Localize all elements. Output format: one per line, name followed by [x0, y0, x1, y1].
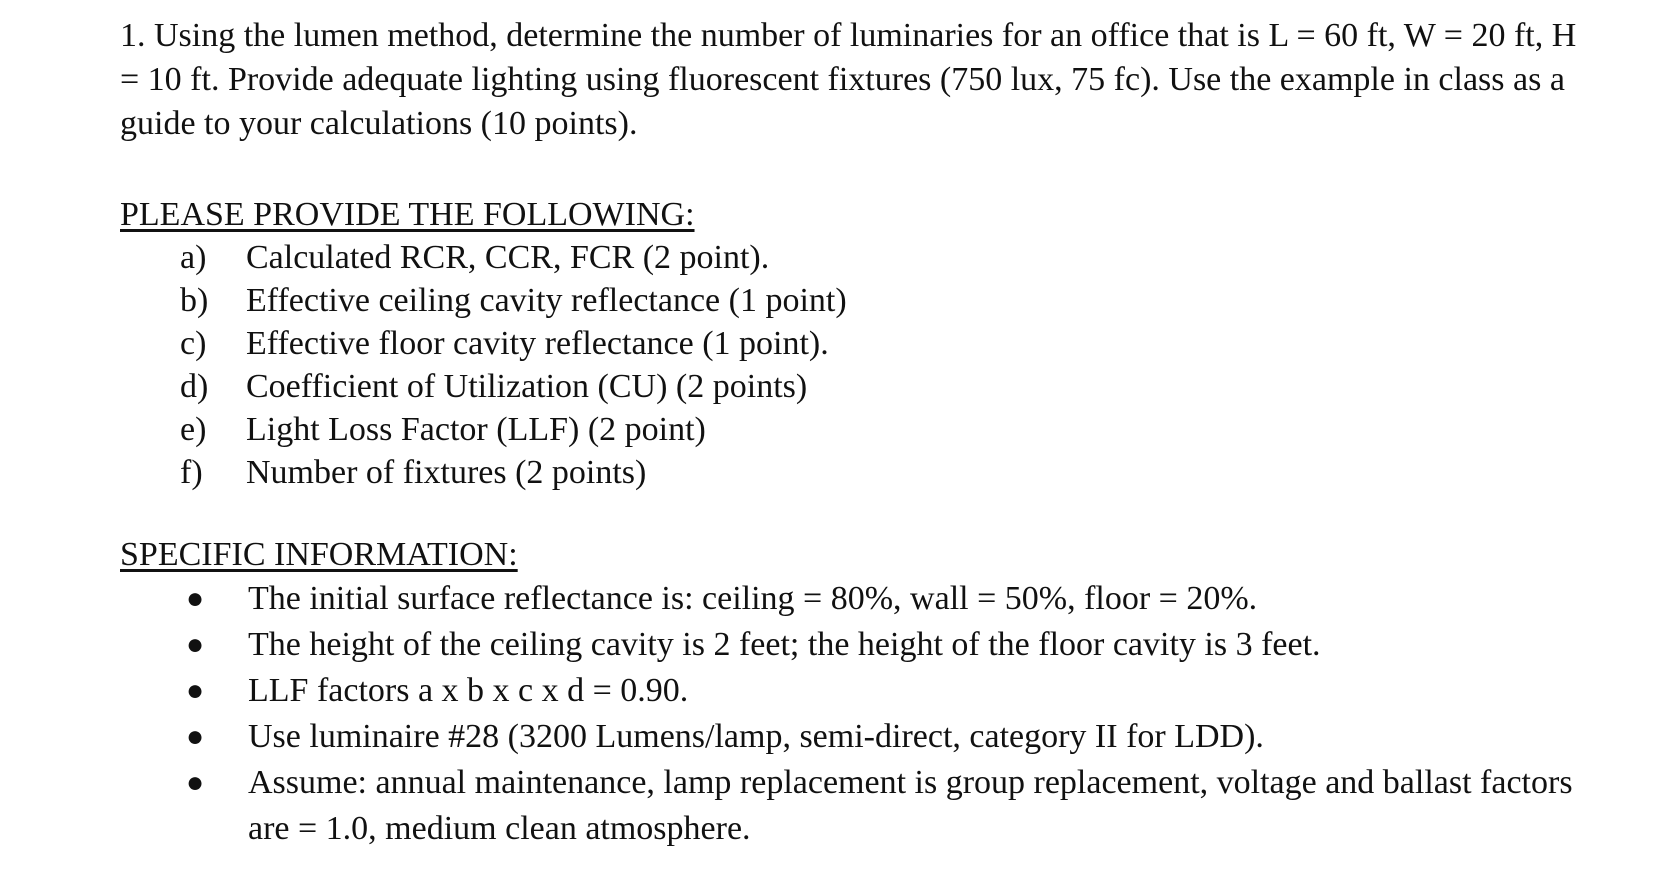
- list-item: [120, 365, 1620, 408]
- specific-heading: SPECIFIC INFORMATION:: [120, 536, 518, 573]
- specific-list: [120, 576, 1620, 852]
- list-item-text: Effective ceiling cavity reflectance (1 point): [246, 282, 847, 319]
- list-marker: b): [180, 282, 209, 319]
- list-item: [120, 622, 1620, 668]
- list-item: [120, 408, 1620, 451]
- list-item-text: The height of the ceiling cavity is 2 feet; the height of the floor cavity is 3 feet.: [248, 626, 1321, 663]
- list-item-text: Coefficient of Utilization (CU) (2 points): [246, 368, 808, 405]
- bullet-icon: ●: [186, 674, 205, 707]
- list-item-text: Assume: annual maintenance, lamp replacement is group replacement, voltage and ballast factors are = 1.0, medium clean atmosphere.: [248, 764, 1573, 847]
- bullet-icon: ●: [186, 628, 205, 661]
- question-text: 1. Using the lumen method, determine the number of luminaries for an office that is L = 60 ft, W = 20 ft, H = 10 ft. Provide adequate lighting using fluorescent fixtures (750 lux, 75 fc). Use the example in class as a guide to your calculations (10 points).: [120, 17, 1577, 142]
- list-marker: f): [180, 454, 203, 491]
- list-marker: d): [180, 368, 209, 405]
- list-item: [120, 576, 1620, 622]
- bullet-icon: ●: [186, 582, 205, 615]
- list-item: [120, 451, 1620, 494]
- list-item-text: Number of fixtures (2 points): [246, 454, 647, 491]
- list-item-text: The initial surface reflectance is: ceiling = 80%, wall = 50%, floor = 20%.: [248, 580, 1258, 617]
- document-page: [120, 14, 1620, 852]
- list-item: [120, 668, 1620, 714]
- list-marker: a): [180, 239, 207, 276]
- list-item-text: Use luminaire #28 (3200 Lumens/lamp, semi-direct, category II for LDD).: [248, 718, 1264, 755]
- list-marker: e): [180, 411, 207, 448]
- provide-list: [120, 236, 1620, 494]
- provide-heading: PLEASE PROVIDE THE FOLLOWING:: [120, 196, 695, 233]
- list-item: [120, 279, 1620, 322]
- list-item-text: Effective floor cavity reflectance (1 point).: [246, 325, 829, 362]
- list-item: [120, 760, 1620, 852]
- list-item-text: Light Loss Factor (LLF) (2 point): [246, 411, 706, 448]
- bullet-icon: ●: [186, 766, 205, 799]
- list-item: [120, 322, 1620, 365]
- list-item: [120, 714, 1620, 760]
- list-item-text: LLF factors a x b x c x d = 0.90.: [248, 672, 689, 709]
- list-item-text: Calculated RCR, CCR, FCR (2 point).: [246, 239, 770, 276]
- list-marker: c): [180, 325, 207, 362]
- bullet-icon: ●: [186, 720, 205, 753]
- list-item: [120, 236, 1620, 279]
